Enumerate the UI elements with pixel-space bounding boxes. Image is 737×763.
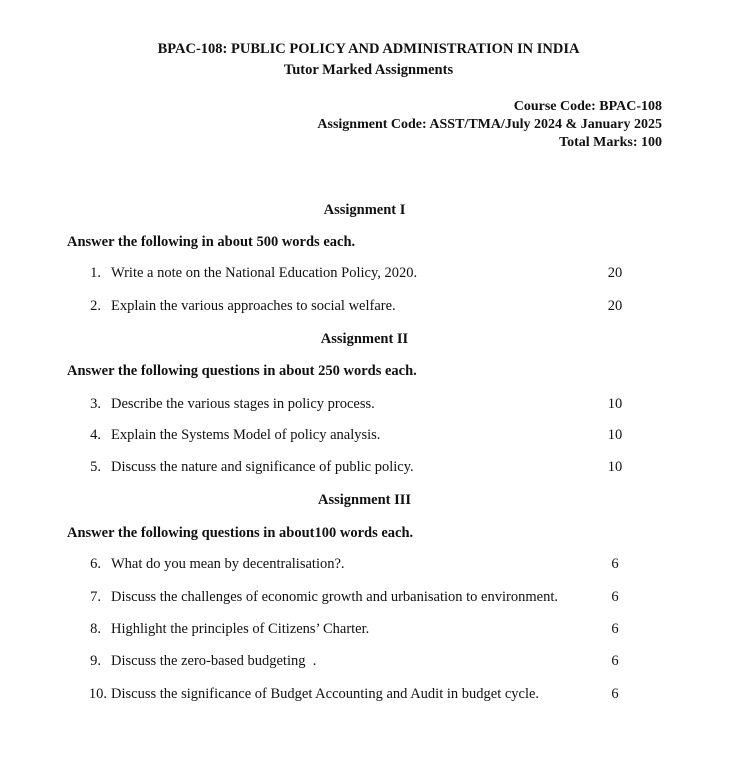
question-marks: 10 (607, 396, 623, 412)
question-number: 9. (90, 653, 101, 669)
section-instruction: Answer the following questions in about 250 words each. (67, 363, 417, 379)
section-instruction: Answer the following in about 500 words each. (67, 234, 356, 250)
course-code: Course Code: BPAC-108 (513, 99, 662, 114)
section-heading: Assignment II (320, 331, 409, 347)
question-number: 10. (88, 686, 107, 702)
question-number: 1. (90, 265, 101, 281)
question-text: What do you mean by decentralisation?. (111, 556, 345, 572)
question-marks: 10 (607, 427, 623, 443)
section-heading: Assignment III (317, 492, 412, 508)
question-number: 2. (90, 298, 101, 314)
question-marks: 6 (611, 686, 619, 702)
question-number: 8. (90, 621, 101, 637)
question-marks: 6 (611, 653, 619, 669)
section-instruction: Answer the following questions in about100 words each. (67, 525, 414, 541)
question-marks: 6 (611, 621, 619, 637)
assignment-code: Assignment Code: ASST/TMA/July 2024 & January 2025 (317, 117, 662, 132)
total-marks: Total Marks: 100 (559, 135, 662, 150)
question-text: Explain the various approaches to social welfare. (111, 298, 396, 314)
question-number: 4. (90, 427, 101, 443)
question-text: Discuss the significance of Budget Accounting and Audit in budget cycle. (111, 686, 540, 702)
question-text: Write a note on the National Education Policy, 2020. (111, 265, 418, 281)
question-text: Highlight the principles of Citizens’ Charter. (111, 621, 370, 637)
question-text: Describe the various stages in policy process. (111, 396, 375, 412)
document-title: BPAC-108: PUBLIC POLICY AND ADMINISTRATION IN INDIA (157, 41, 580, 57)
question-text: Discuss the challenges of economic growth and urbanisation to environment. (111, 589, 558, 605)
section-heading: Assignment I (323, 202, 406, 218)
question-marks: 6 (611, 589, 619, 605)
question-text: Discuss the zero-based budgeting . (111, 653, 317, 669)
question-number: 5. (90, 459, 101, 475)
question-number: 3. (90, 396, 101, 412)
question-number: 6. (90, 556, 101, 572)
document-subtitle: Tutor Marked Assignments (283, 62, 454, 78)
question-marks: 6 (611, 556, 619, 572)
question-text: Explain the Systems Model of policy analysis. (111, 427, 381, 443)
question-marks: 20 (607, 265, 623, 281)
question-number: 7. (90, 589, 101, 605)
question-marks: 10 (607, 459, 623, 475)
question-text: Discuss the nature and significance of public policy. (111, 459, 414, 475)
question-marks: 20 (607, 298, 623, 314)
